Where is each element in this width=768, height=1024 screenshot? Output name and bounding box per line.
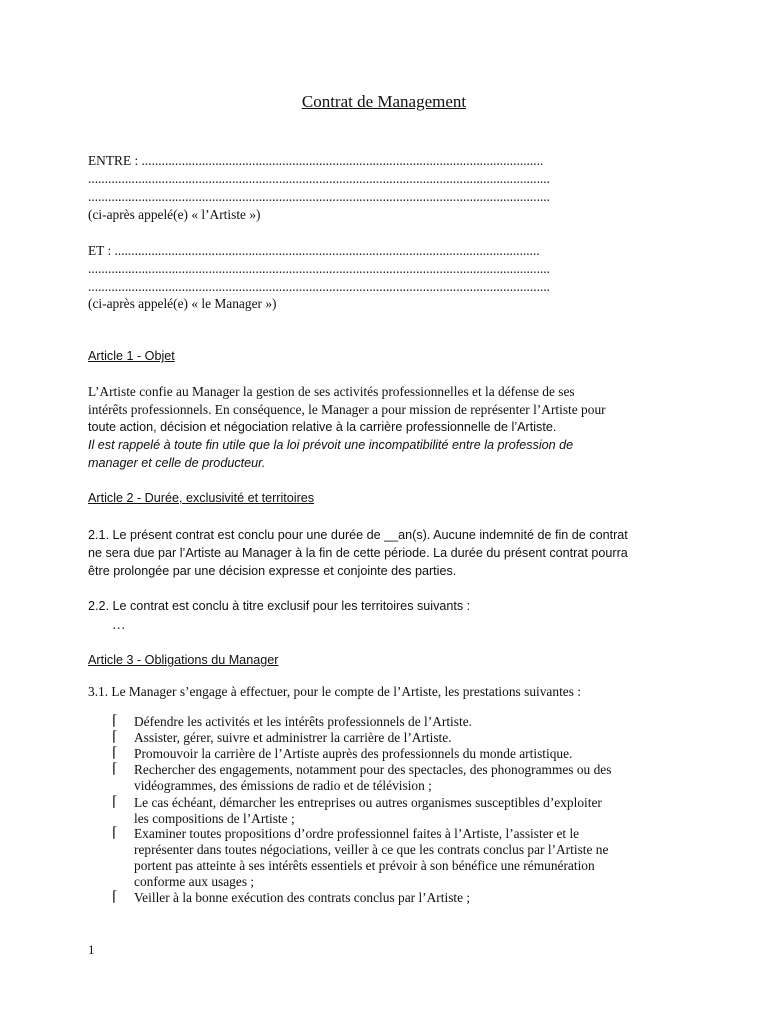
et-line: ET : ............................................................................................................................... (88, 243, 540, 258)
article2-p2-line: 2.2. Le contrat est conclu à titre exclusif pour les territoires suivants : (88, 599, 471, 613)
et-dots-line: .......................................................................................................................................... (88, 261, 550, 276)
list-item: Examiner toutes propositions d’ordre professionnel faites à l’Artiste, l’assister et le (134, 826, 580, 841)
article2-p1-line: être prolongée par une décision expresse et conjointe des parties. (88, 564, 457, 578)
article1-line: intérêts professionnels. En conséquence, le Manager a pour mission de représenter l’Artiste pour (88, 402, 606, 417)
bullet-glyph: ⌈ (112, 890, 118, 905)
article2-p1-line: 2.1. Le présent contrat est conclu pour une durée de __an(s). Aucune indemnité de fin de contrat (88, 528, 628, 542)
list-item: Promouvoir la carrière de l’Artiste auprès des professionnels du monde artistique. (134, 746, 573, 761)
bullet-glyph: ⌈ (112, 714, 118, 729)
article1-italic-line: manager et celle de producteur. (88, 456, 266, 470)
list-item: Assister, gérer, suivre et administrer la carrière de l’Artiste. (134, 730, 452, 745)
artiste-note: (ci-après appelé(e) « l’Artiste ») (88, 207, 261, 222)
manager-note: (ci-après appelé(e) « le Manager ») (88, 296, 277, 311)
article2-heading: Article 2 - Durée, exclusivité et territoires (88, 491, 315, 505)
list-item-continued: portent pas atteinte à ses intérêts essentiels et prévoir à son bénéfice une rémunération (134, 858, 595, 873)
bullet-glyph: ⌈ (112, 730, 118, 745)
list-item-continued: représenter dans toutes négociations, veiller à ce que les contrats conclus par l’Artiste ne (134, 842, 609, 857)
bullet-glyph: ⌈ (112, 795, 118, 810)
article1-line: L’Artiste confie au Manager la gestion de ses activités professionnelles et la défense de ses (88, 384, 575, 399)
article3-heading: Article 3 - Obligations du Manager (88, 653, 279, 667)
list-item: Rechercher des engagements, notamment pour des spectacles, des phonogrammes ou des (134, 762, 612, 777)
article2-ellipsis: … (112, 617, 126, 632)
list-item: Défendre les activités et les intérêts professionnels de l’Artiste. (134, 714, 473, 729)
list-item: Veiller à la bonne exécution des contrats conclus par l’Artiste ; (134, 890, 471, 905)
bullet-glyph: ⌈ (112, 746, 118, 761)
article2-p1-line: ne sera due par l’Artiste au Manager à la fin de cette période. La durée du présent contrat pourra (88, 546, 628, 560)
list-item-continued: conforme aux usages ; (134, 874, 255, 889)
entre-line: ENTRE : ........................................................................................................................ (88, 153, 544, 168)
bullet-glyph: ⌈ (112, 762, 118, 777)
entre-dots-line: .......................................................................................................................................... (88, 171, 550, 186)
list-item-continued: vidéogrammes, des émissions de radio et de télévision ; (134, 778, 432, 793)
article1-italic-line: Il est rappelé à toute fin utile que la loi prévoit une incompatibilité entre la profession de (88, 438, 574, 452)
article1-line: toute action, décision et négociation relative à la carrière professionnelle de l’Artiste. (88, 420, 557, 434)
page-title: Contrat de Management (301, 92, 467, 111)
article1-heading: Article 1 - Objet (88, 349, 175, 363)
list-item: Le cas échéant, démarcher les entreprises ou autres organismes susceptibles d’exploiter (134, 795, 602, 810)
et-dots-line: .......................................................................................................................................... (88, 279, 550, 294)
page-number: 1 (88, 942, 95, 957)
bullet-glyph: ⌈ (112, 826, 118, 841)
list-item-continued: les compositions de l’Artiste ; (134, 811, 295, 826)
article3-intro: 3.1. Le Manager s’engage à effectuer, pour le compte de l’Artiste, les prestations suivantes : (88, 684, 582, 699)
entre-dots-line: .......................................................................................................................................... (88, 189, 550, 204)
